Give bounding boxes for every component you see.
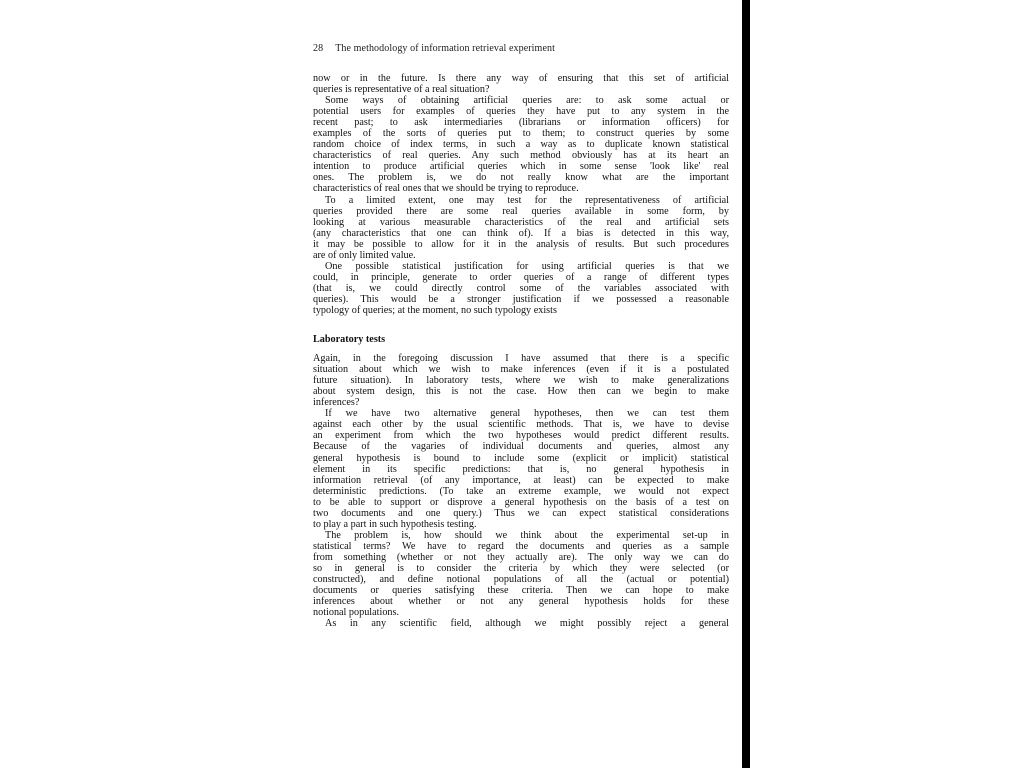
text-line: constructed), and define notional populations of all the (actual or potential) [313,574,729,586]
text-line: The problem is, how should we think about the experimental set-up in [325,529,729,541]
text-line: two documents and one query.) Thus we can expect statistical considerations [313,507,729,519]
text-line: potential users for examples of queries they have put to any system in the [313,106,729,118]
text-line: looking at various measurable characteristics of the real and artificial sets [313,216,729,228]
text-line: inferences? [313,397,360,409]
text-line: typology of queries; at the moment, no such typology exists [313,304,557,316]
section-gap [313,316,729,334]
text-line: now or in the future. Is there any way of ensuring that this set of artificial [313,73,729,84]
text-line: characteristics of real ones that we should be trying to reproduce. [313,183,579,195]
body-text [313,73,729,629]
page-number: 28 [313,43,324,54]
text-line: queries provided there are some real queries available in some form, by [313,205,729,217]
text-line: an experiment from which the two hypotheses would predict different results. [313,430,729,442]
text-line: queries is representative of a real situation? [313,84,490,96]
text-line: deterministic predictions. (To take an extreme example, we would not expect [313,485,729,497]
text-line: inferences about whether or not any general hypothesis holds for these [313,596,729,608]
text-line: characteristics of real queries. Any such method obviously has at its heart an [313,150,729,162]
section-intro [313,73,729,316]
scan-edge-bar [742,0,750,768]
text-line: to be able to support or disprove a general hypothesis on the basis of a test on [313,496,729,508]
text-line: queries). This would be a stronger justification if we possessed a reasonable [313,293,729,305]
text-line: (any characteristics that one can think of). If a bias is detected in this way, [313,227,729,239]
text-line: could, in principle, generate to order queries of a range of different types [313,271,729,283]
text-line: examples of the sorts of queries put to them; to construct queries by some [313,128,729,140]
text-line: documents or queries satisfying these criteria. Then we can hope to make [313,585,729,597]
section-heading: Laboratory tests [313,334,386,346]
text-line: intention to produce artificial queries which in some sense 'look like' real [313,161,729,173]
running-head-title: The methodology of information retrieval experiment [335,43,555,54]
text-line: ones. The problem is, we do not really know what are the important [313,172,729,184]
text-line: If we have two alternative general hypotheses, then we can test them [325,408,729,420]
text-line: Again, in the foregoing discussion I have assumed that there is a specific [313,353,729,365]
text-line: so in general is to consider the criteria by which they were selected (or [313,562,729,574]
text-line: about system design, this is not the case. How then can we begin to make [313,386,729,398]
text-line: element in its specific predictions: that is, no general hypothesis in [313,463,729,475]
text-line: recent past; to ask intermediaries (librarians or information officers) for [313,117,729,129]
text-line: random choice of index terms, in such a way as to duplicate known statistical [313,139,729,151]
text-line: To a limited extent, one may test for the representativeness of artificial [325,194,729,206]
text-line: to play a part in such hypothesis testing. [313,518,477,530]
text-line: (that is, we could directly control some of the variables associated with [313,282,729,294]
text-line: information retrieval (of any importance, at least) can be expected to make [313,474,729,486]
text-line: future situation). In laboratory tests, where we wish to make generalizations [313,375,729,387]
text-line: Some ways of obtaining artificial queries are: to ask some actual or [325,95,729,107]
text-line: situation about which we wish to make inferences (even if it is a postulated [313,364,729,376]
text-line: from something (whether or not they actually are). The only way we can do [313,551,729,563]
running-head [313,43,555,54]
text-line: against each other by the usual scientific methods. That is, we have to devise [313,419,729,431]
text-line: Because of the vagaries of individual documents and queries, almost any [313,441,729,453]
text-line: are of only limited value. [313,249,416,261]
text-line: statistical terms? We have to regard the documents and queries as a sample [313,540,729,552]
text-line: As in any scientific field, although we might possibly reject a general [325,618,729,630]
text-line: it may be possible to allow for it in the analysis of results. But such procedures [313,238,729,250]
text-line: notional populations. [313,607,400,619]
text-line: One possible statistical justification for using artificial queries is that we [325,260,729,272]
section-laboratory-tests [313,353,729,629]
text-line: general hypothesis is bound to include some (explicit or implicit) statistical [313,452,729,464]
